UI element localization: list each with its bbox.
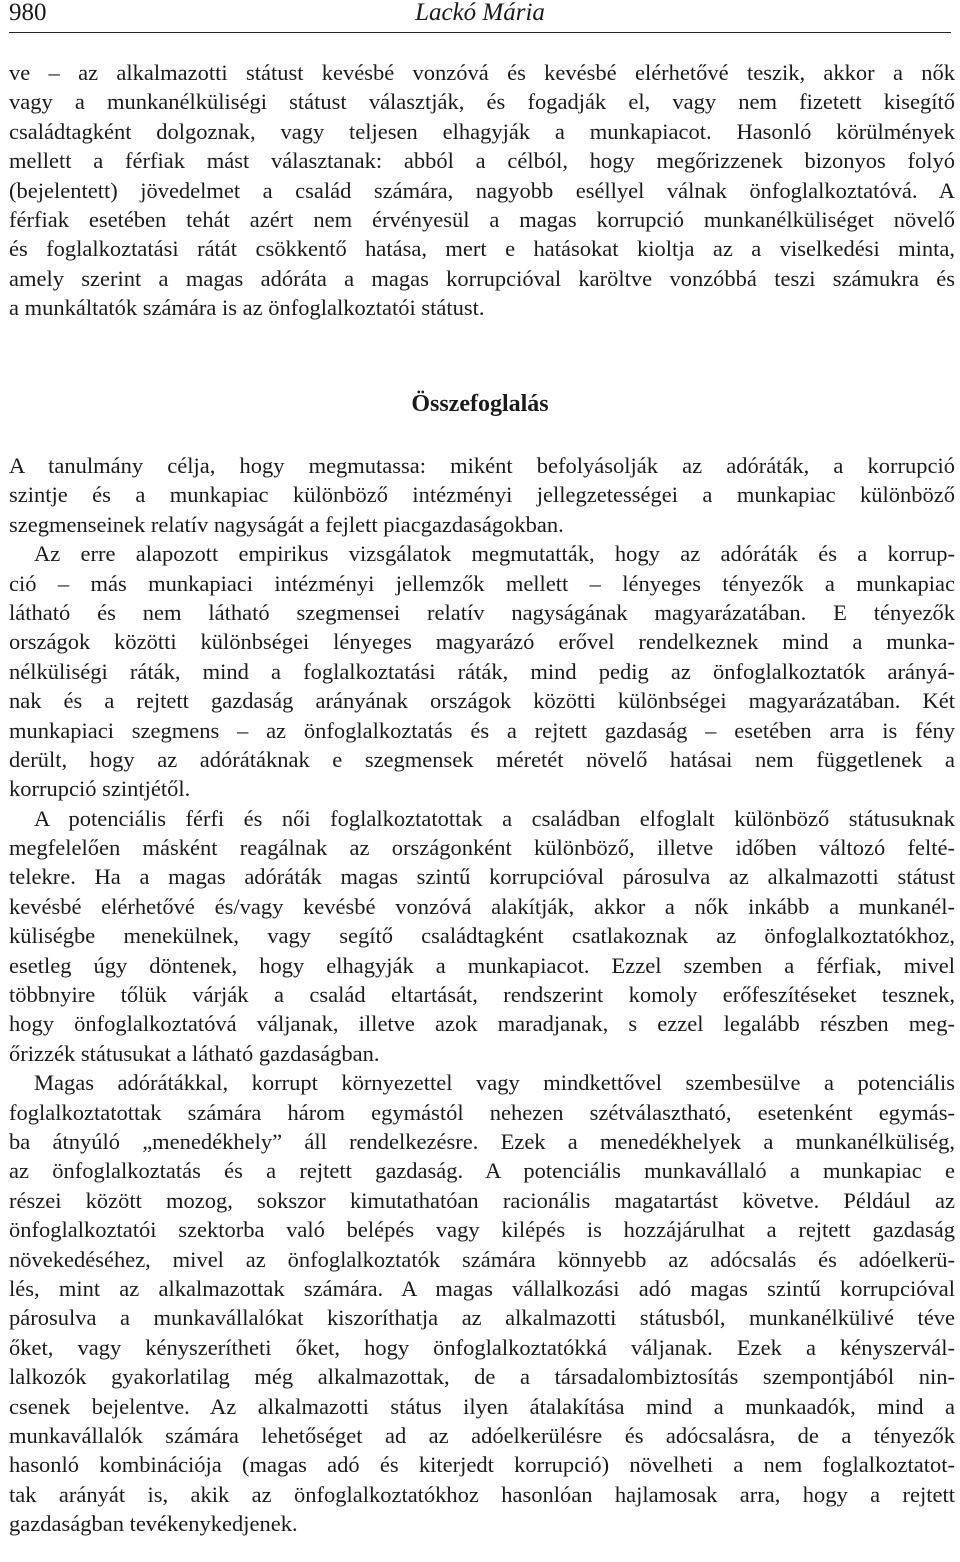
running-head-author: Lackó Mária — [415, 0, 545, 26]
text-line: vagy a munkanélküliségi státust választják, és fogadják el, vagy nem fizetett kisegítő — [9, 89, 955, 115]
text-line: és foglalkoztatási rátát csökkentő hatása, mert e hatásokat kioltja az a viselkedési minta, — [9, 236, 955, 262]
text-line: részei között mozog, sokszor kimutathatóan racionális magatartást követve. Például az — [9, 1187, 955, 1213]
summary-paragraph-2 — [9, 539, 955, 804]
text-line: telekre. Ha a magas adóráták magas szintű korrupcióval párosulva az alkalmazotti státust — [9, 864, 955, 890]
text-line: gazdaságban tevékenykedjenek. — [9, 1511, 298, 1537]
page-number: 980 — [9, 0, 47, 26]
text-line: kevésbé elérhetővé és/vagy kevésbé vonzóvá alakítják, akkor a nők inkább a munkanél- — [9, 893, 955, 919]
text-line: A tanulmány célja, hogy megmutassa: miként befolyásolják az adóráták, a korrupció — [9, 453, 955, 478]
text-line: nélküliségi ráták, mind a foglalkoztatási ráták, mind pedig az önfoglalkoztatók arányá- — [9, 658, 955, 684]
text-line: csenek bejelentve. Az alkalmazotti státus ilyen átalakítása mind a munkaadók, mind a — [9, 1393, 955, 1419]
text-line: derült, hogy az adórátáknak e szegmensek méretét növelő hatásai nem függetlenek a — [9, 746, 955, 772]
text-line: többnyire tőlük várják a család eltartását, rendszerint komoly erőfeszítéseket tesznek, — [9, 982, 955, 1008]
text-line: nak és a rejtett gazdaság arányának országok közötti különbségei magyarázatában. Két — [9, 688, 955, 714]
text-line: Az erre alapozott empirikus vizsgálatok megmutatták, hogy az adóráták és a korrup- — [34, 541, 955, 567]
text-line: esetleg úgy döntenek, hogy elhagyják a munkapiacot. Ezzel szemben a férfiak, mivel — [9, 952, 955, 978]
text-line: szintje és a munkapiac különböző intézményi jellegzetességei a munkapiac különböző — [9, 482, 955, 508]
text-line: korrupció szintjétől. — [9, 776, 191, 802]
text-line: őket, vagy kényszerítheti őket, hogy önfoglalkoztatókká váljanak. Ezek a kényszervál- — [9, 1334, 955, 1360]
text-line: önfoglalkoztatói szektorba való belépés vagy kilépés is hozzájárulhat a rejtett gazdaság — [9, 1217, 955, 1243]
text-line: küliségbe menekülnek, vagy segítő családtagként csatlakoznak az önfoglalkoztatókhoz, — [9, 923, 955, 949]
text-line: lalkozók gyakorlatilag még alkalmazottak, de a társadalombiztosítás szempontjából nin- — [9, 1364, 955, 1390]
text-line: hogy önfoglalkoztatóvá váljanak, illetve azok maradjanak, s ezzel legalább részben meg- — [9, 1011, 955, 1037]
text-line: munkapiaci szegmens – az önfoglalkoztatás és a rejtett gazdaság – esetében arra is fény — [9, 717, 955, 743]
text-line: párosulva a munkavállalókat kiszoríthatja az alkalmazotti státusból, munkanélkülivé téve — [9, 1305, 955, 1331]
section-heading: Összefoglalás — [411, 391, 549, 417]
text-line: őrizzék státusukat a látható gazdaságban. — [9, 1040, 380, 1066]
text-line: ve – az alkalmazotti státust kevésbé vonzóvá és kevésbé elérhetővé teszik, akkor a nők — [9, 60, 955, 85]
text-line: amely szerint a magas adóráta a magas korrupcióval karöltve vonzóbbá teszi számukra és — [9, 265, 955, 291]
text-line: foglalkoztatottak számára három egymástól nehezen szétválasztható, esetenként egymás- — [9, 1099, 955, 1125]
text-line: szegmenseinek relatív nagyságát a fejlett piacgazdaságokban. — [9, 511, 564, 537]
text-line: ció – más munkapiaci intézményi jellemzők mellett – lényeges tényezők a munkapiac — [9, 570, 955, 596]
text-line: a munkáltatók számára is az önfoglalkoztatói státust. — [9, 295, 485, 321]
summary-section — [9, 451, 955, 1538]
text-line: az önfoglalkoztatás és a rejtett gazdaság. A potenciális munkavállaló a munkapiac e — [9, 1158, 955, 1184]
text-line: mellett a férfiak mást választanak: abból a célból, hogy megőrizzenek bizonyos folyó — [9, 148, 955, 174]
text-line: Magas adórátákkal, korrupt környezettel vagy mindkettővel szembesülve a potenciális — [34, 1070, 955, 1096]
text-line: férfiak esetében tehát azért nem érvényesül a magas korrupció munkanélküliséget növelő — [9, 206, 955, 232]
text-line: (bejelentett) jövedelmet a család számára, nagyobb eséllyel válnak önfoglalkoztatóvá. A — [9, 177, 955, 203]
text-line: családtagként dolgoznak, vagy teljesen elhagyják a munkapiacot. Hasonló körülmények — [9, 118, 955, 144]
summary-paragraph-4 — [9, 1068, 955, 1538]
text-line: megfelelően másként reagálnak az országonként különböző, illetve időben változó felté- — [9, 835, 955, 861]
text-line: tak arányát is, akik az önfoglalkoztatókhoz hasonlóan hajlamosak arra, hogy a rejtett — [9, 1481, 955, 1507]
summary-paragraph-1 — [9, 451, 955, 539]
summary-paragraph-3 — [9, 804, 955, 1069]
text-line: országok közötti különbségei lényeges magyarázó erővel rendelkeznek mind a munka- — [9, 629, 955, 655]
intro-paragraph — [9, 58, 955, 323]
text-line: növekedéséhez, mivel az önfoglalkoztatók számára könnyebb az adócsalás és adóelkerü- — [9, 1246, 955, 1272]
text-line: A potenciális férfi és női foglalkoztatottak a családban elfoglalt különböző státusuknak — [34, 805, 955, 831]
text-line: hasonló kombinációja (magas adó és kiterjedt korrupció) növelheti a nem foglalkoztatot- — [9, 1452, 955, 1478]
text-line: munkavállalók számára lehetőséget ad az adóelkerülésre és adócsalásra, de a tényezők — [9, 1422, 955, 1448]
running-header — [9, 0, 951, 33]
text-line: ba átnyúló „menedékhely” áll rendelkezésre. Ezek a menedékhelyek a munkanélküliség, — [9, 1128, 955, 1154]
text-line: lés, mint az alkalmazottak számára. A magas vállalkozási adó magas szintű korrupcióval — [9, 1275, 955, 1301]
text-line: látható és nem látható szegmensei relatív nagyságának magyarázatában. E tényezők — [9, 599, 955, 625]
